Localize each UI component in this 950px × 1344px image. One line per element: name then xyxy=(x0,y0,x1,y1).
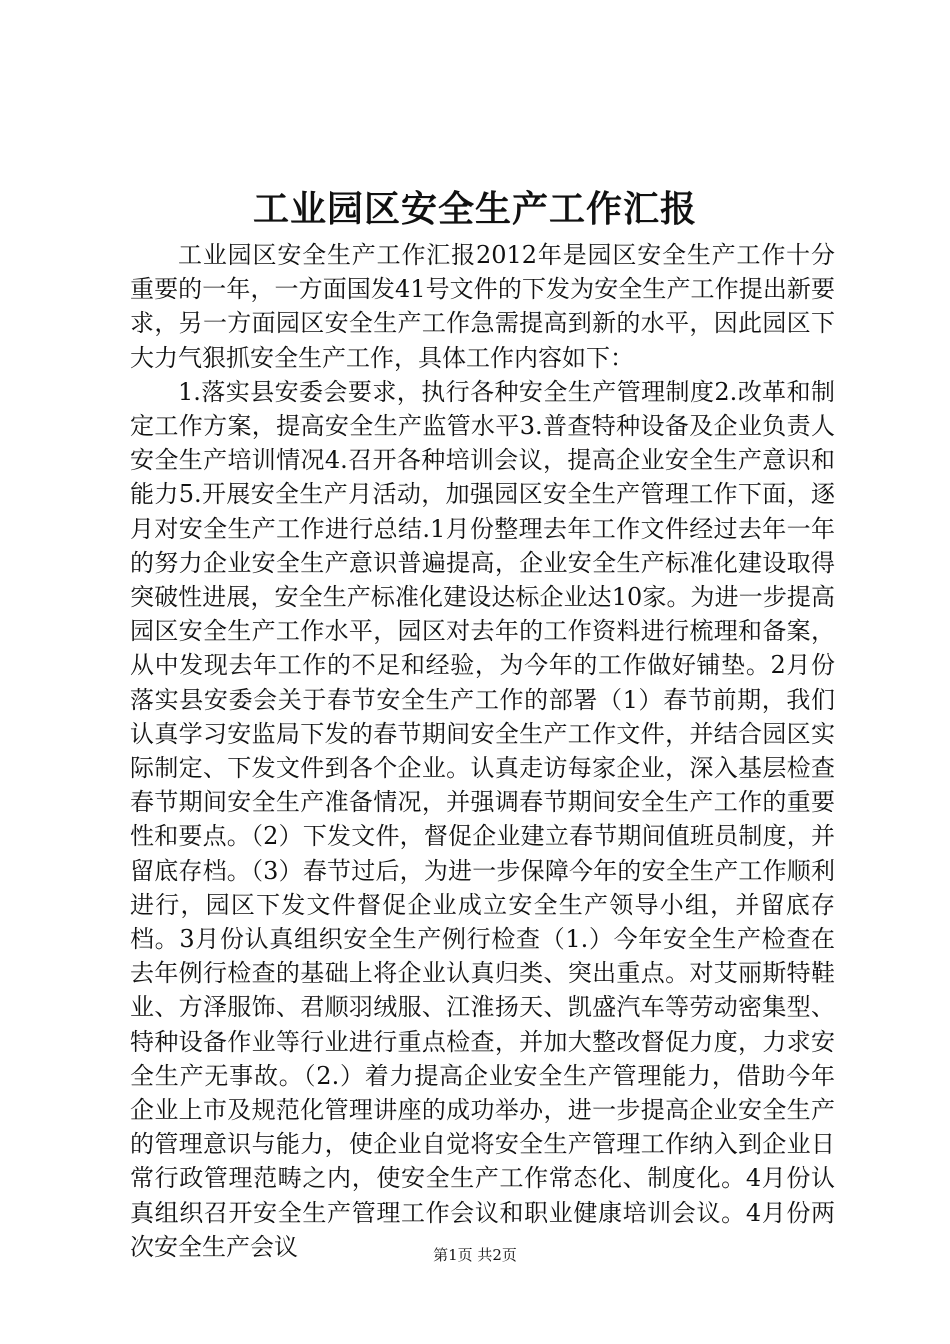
document-title: 工业园区安全生产工作汇报 xyxy=(252,188,697,230)
paragraph-intro: 工业园区安全生产工作汇报2012年是园区安全生产工作十分重要的一年，一方面国发41号文件的下发为安全生产工作提出新要求，另一方面园区安全生产工作急需提高到新的水平，因此园区下大力气狠抓安全生产工作，具体工作内容如下： xyxy=(130,241,835,372)
paragraph-details: 1.落实县安委会要求，执行各种安全生产管理制度2.改革和制定工作方案，提高安全生产监管水平3.普查特种设备及企业负责人安全生产培训情况4.召开各种培训会议，提高企业安全生产意识和能力5.开展安全生产月活动，加强园区安全生产管理工作下面，逐月对安全生产工作进行总结.1月份整理去年工作文件经过去年一年的努力企业安全生产意识普遍提高，企业安全生产标准化建设取得突破性进展，安全生产标准化建设达标企业达10家。为进一步提高园区安全生产工作水平，园区对去年的工作资料进行梳理和备案，从中发现去年工作的不足和经验，为今年的工作做好铺垫。2月份落实县安委会关于春节安全生产工作的部署（1）春节前期，我们认真学习安监局下发的春节期间安全生产工作文件，并结合园区实际制定、下发文件到各个企业。认真走访每家企业，深入基层检查春节期间安全生产准备情况，并强调春节期间安全生产工作的重要性和要点。（2）下发文件，督促企业建立春节期间值班员制度，并留底存档。（3）春节过后，为进一步保障今年的安全生产工作顺利进行，园区下发文件督促企业成立安全生产领导小组，并留底存档。3月份认真组织安全生产例行检查（1.）今年安全生产检查在去年例行检查的基础上将企业认真归类、突出重点。对艾丽斯特鞋业、方泽服饰、君顺羽绒服、江淮扬天、凯盛汽车等劳动密集型、特种设备作业等行业进行重点检查，并加大整改督促力度，力求安全生产无事故。（2.）着力提高企业安全生产管理能力，借助今年企业上市及规范化管理讲座的成功举办，进一步提高企业安全生产的管理意识与能力，使企业自觉将安全生产管理工作纳入到企业日常行政管理范畴之内，使安全生产工作常态化、制度化。4月份认真组织召开安全生产管理工作会议和职业健康培训会议。4月份两次安全生产会议 xyxy=(130,377,835,1261)
document-body xyxy=(130,238,835,1264)
page-number-footer: 第1页 共2页 xyxy=(433,1246,517,1264)
